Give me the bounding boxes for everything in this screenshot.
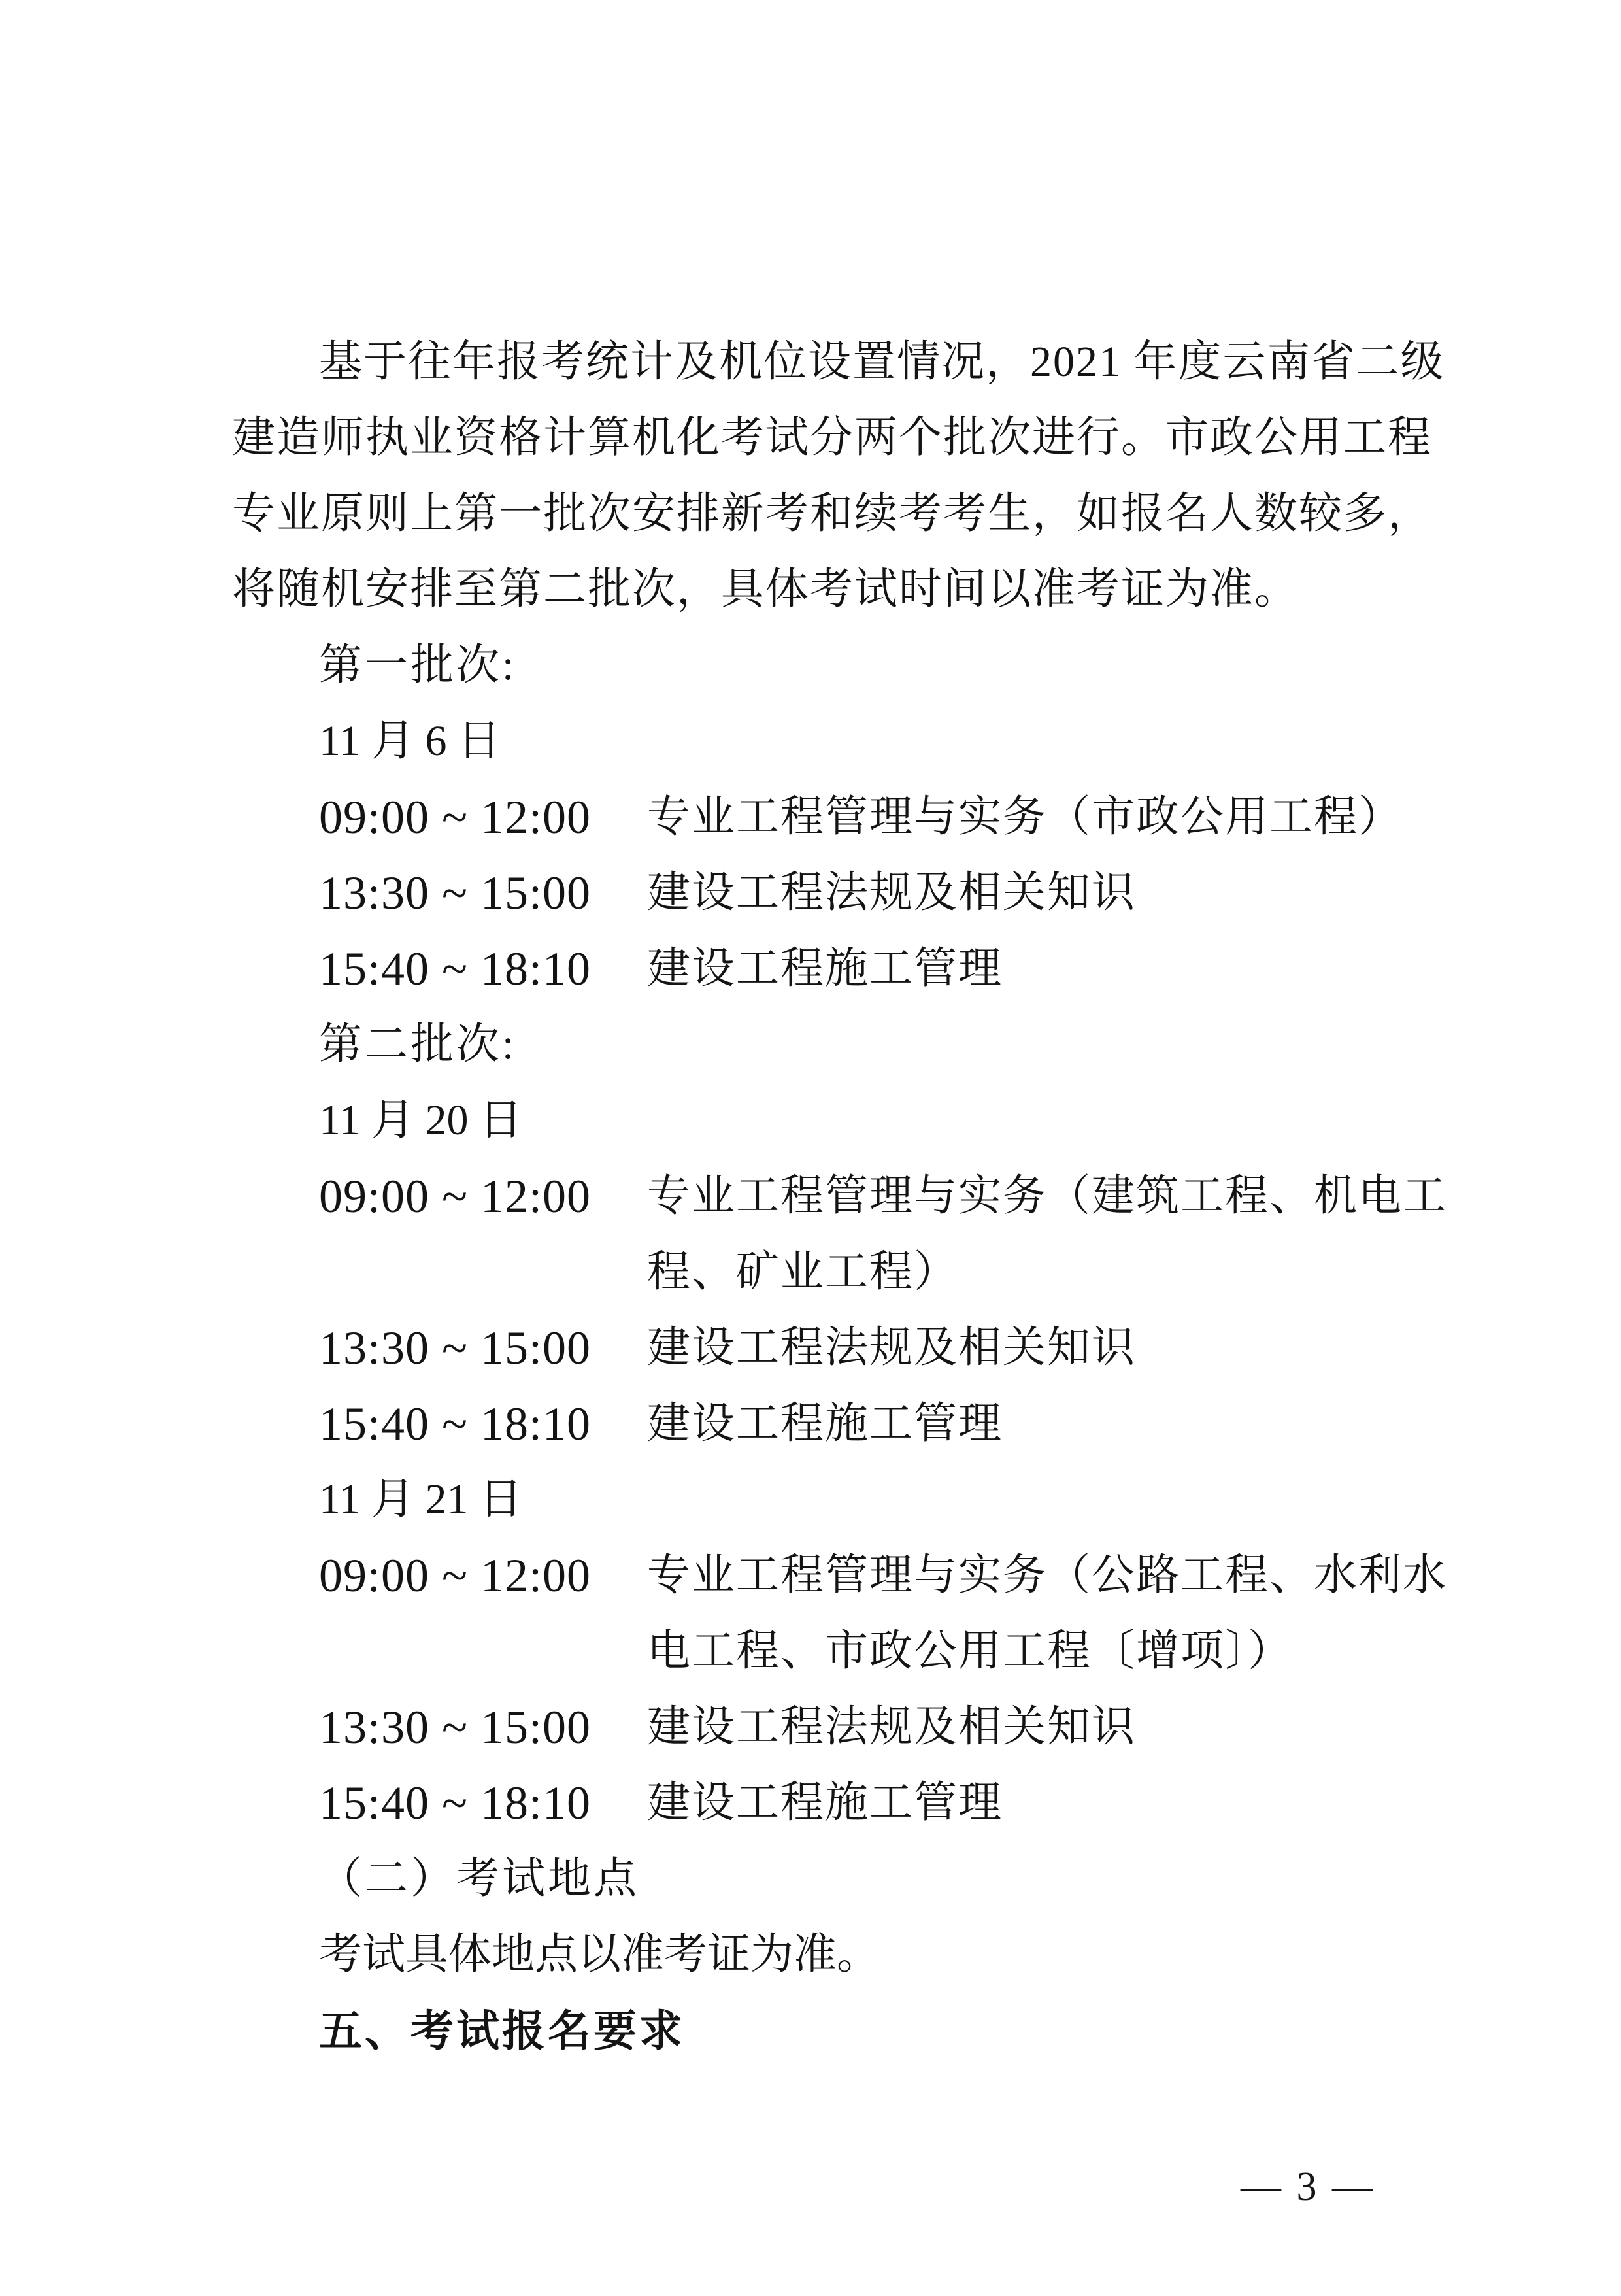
batch2-date2: 11 月 21 日 <box>319 1476 523 1523</box>
exam-row <box>232 1158 1447 1234</box>
exam-row <box>232 1689 1402 1765</box>
intro-line-4: 将随机安排至第二批次，具体考试时间以准考证为准。 <box>232 566 1299 613</box>
document-body <box>232 324 1447 2068</box>
exam-time: 09:00 ~ 12:00 <box>319 791 591 843</box>
batch2-label: 第二批次: <box>319 1021 517 1068</box>
exam-subject: 专业工程管理与实务（市政公用工程） <box>647 793 1403 841</box>
exam-subject: 建设工程法规及相关知识 <box>647 869 1136 917</box>
exam-row <box>232 855 1402 931</box>
exam-subject-continuation: 电工程、市政公用工程〔增项〕） <box>647 1627 1292 1675</box>
exam-row <box>232 779 1402 855</box>
exam-row <box>232 931 1402 1007</box>
intro-line-3: 专业原则上第一批次安排新考和续考考生，如报名人数较多， <box>232 490 1432 537</box>
exam-subject: 建设工程法规及相关知识 <box>647 1703 1136 1751</box>
location-note: 考试具体地点以准考证为准。 <box>319 1931 880 1978</box>
exam-time: 13:30 ~ 15:00 <box>319 867 591 919</box>
exam-row <box>232 1538 1447 1613</box>
section-2-heading: （二）考试地点 <box>319 1855 639 1902</box>
intro-line-2: 建造师执业资格计算机化考试分两个批次进行。市政公用工程 <box>232 414 1432 462</box>
exam-row <box>232 1310 1402 1386</box>
batch1-date: 11 月 6 日 <box>319 717 501 765</box>
exam-subject: 建设工程施工管理 <box>647 1779 1003 1827</box>
batch2-date1: 11 月 20 日 <box>319 1096 523 1144</box>
exam-row <box>232 1386 1402 1462</box>
exam-time: 15:40 ~ 18:10 <box>319 1398 591 1450</box>
exam-subject: 建设工程法规及相关知识 <box>647 1324 1136 1372</box>
exam-time: 13:30 ~ 15:00 <box>319 1322 591 1374</box>
exam-time: 13:30 ~ 15:00 <box>319 1701 591 1753</box>
exam-time: 15:40 ~ 18:10 <box>319 943 591 995</box>
exam-time: 09:00 ~ 12:00 <box>319 1549 591 1602</box>
intro-line-1: 基于往年报考统计及机位设置情况，2021 年度云南省二级 <box>319 338 1445 386</box>
exam-subject: 专业工程管理与实务（公路工程、水利水 <box>647 1551 1447 1599</box>
exam-subject-continuation: 程、矿业工程） <box>647 1248 958 1296</box>
page-number: — 3 — <box>1241 2165 1375 2209</box>
section-5-heading: 五、考试报名要求 <box>319 2006 685 2055</box>
exam-time: 15:40 ~ 18:10 <box>319 1777 591 1829</box>
exam-time: 09:00 ~ 12:00 <box>319 1170 591 1223</box>
batch1-label: 第一批次: <box>319 641 517 689</box>
exam-row <box>232 1765 1402 1841</box>
exam-subject: 建设工程施工管理 <box>647 1400 1003 1447</box>
exam-subject: 专业工程管理与实务（建筑工程、机电工 <box>647 1172 1447 1220</box>
exam-subject: 建设工程施工管理 <box>647 945 1003 992</box>
